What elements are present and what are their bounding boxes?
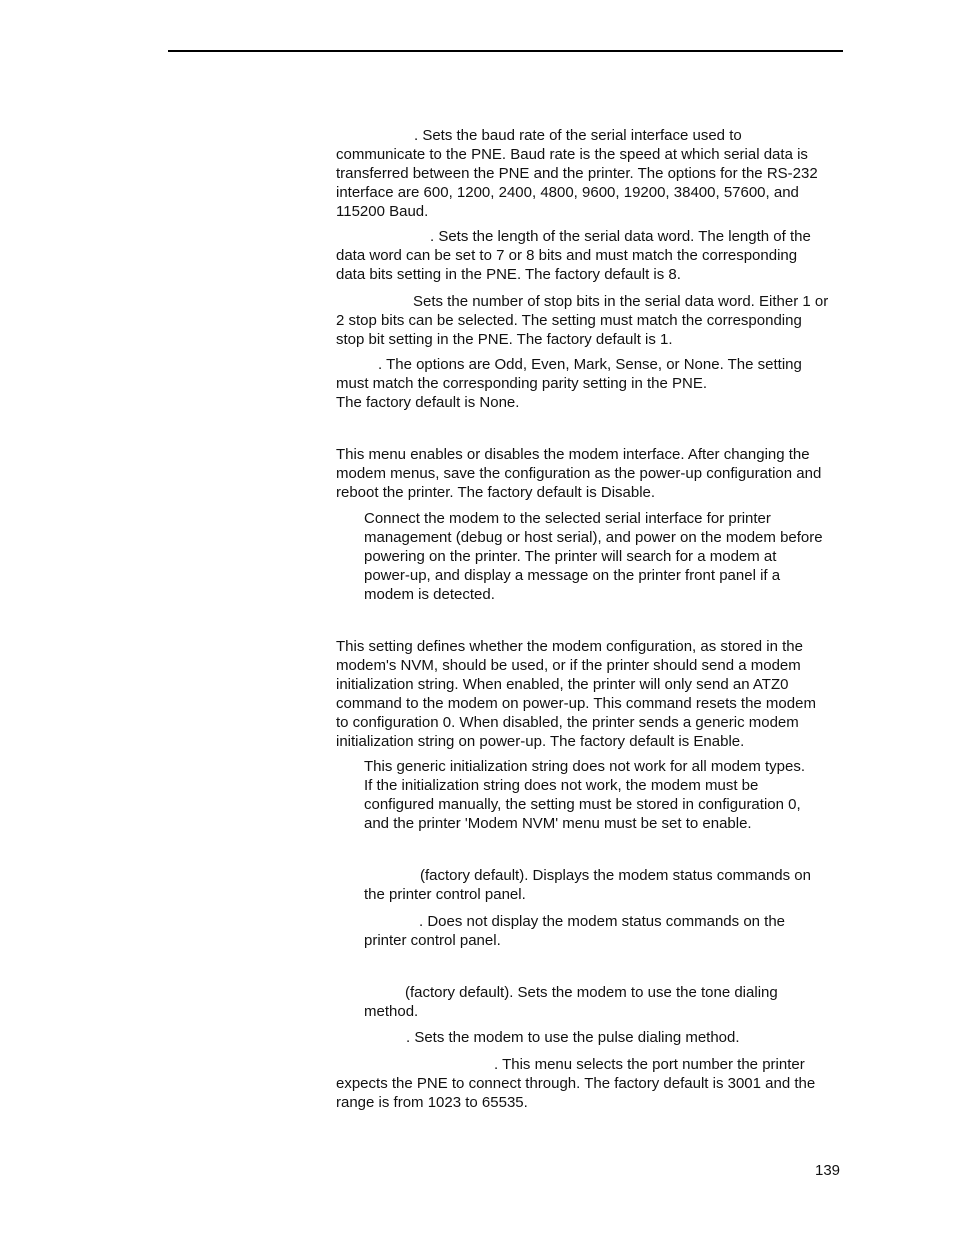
text-line: range is from 1023 to 65535. bbox=[336, 1094, 528, 1111]
text-line: This menu enables or disables the modem interface. After changing the bbox=[336, 446, 810, 463]
text-line: modem's NVM, should be used, or if the printer should send a modem bbox=[336, 657, 801, 674]
text-line: . Does not display the modem status commands on the bbox=[419, 913, 786, 930]
text-line: initialization string on power-up. The factory default is Enable. bbox=[336, 733, 745, 750]
text-line: reboot the printer. The factory default is Disable. bbox=[336, 484, 656, 501]
text-line: . Sets the modem to use the pulse dialing method. bbox=[406, 1029, 740, 1046]
modem-note bbox=[364, 509, 823, 604]
data-bits-paragraph bbox=[336, 227, 811, 284]
text-line: printer control panel. bbox=[364, 932, 501, 949]
text-line: (factory default). Sets the modem to use the tone dialing bbox=[405, 984, 778, 1001]
text-line: method. bbox=[364, 1003, 419, 1020]
text-line: transferred between the PNE and the printer. The options for the RS-232 bbox=[336, 165, 818, 182]
modem-nvm-paragraph bbox=[336, 637, 816, 751]
text-line: 115200 Baud. bbox=[336, 203, 429, 220]
page-number: 139 bbox=[815, 1162, 841, 1179]
text-line: modem is detected. bbox=[364, 586, 495, 603]
text-line: management (debug or host serial), and power on the modem before bbox=[364, 529, 823, 546]
modem-nvm-note bbox=[364, 757, 805, 833]
text-line: Sets the number of stop bits in the serial data word. Either 1 or bbox=[413, 293, 829, 310]
text-line: power-up, and display a message on the printer front panel if a bbox=[364, 567, 781, 584]
port-number-paragraph bbox=[336, 1055, 815, 1112]
text-line: 2 stop bits can be selected. The setting must match the corresponding bbox=[336, 312, 802, 329]
text-line: and the printer 'Modem NVM' menu must be set to enable. bbox=[364, 815, 752, 832]
text-line: expects the PNE to connect through. The factory default is 3001 and the bbox=[336, 1075, 816, 1092]
text-line: If the initialization string does not work, the modem must be bbox=[364, 777, 759, 794]
text-line: . Sets the baud rate of the serial interface used to bbox=[414, 127, 742, 144]
text-line: This generic initialization string does not work for all modem types. bbox=[364, 758, 806, 775]
text-line: configured manually, the setting must be stored in configuration 0, bbox=[364, 796, 801, 813]
text-line: . This menu selects the port number the printer bbox=[494, 1056, 805, 1073]
text-line: The factory default is None. bbox=[336, 394, 520, 411]
baud-rate-paragraph bbox=[336, 126, 818, 221]
text-line: communicate to the PNE. Baud rate is the speed at which serial data is bbox=[336, 146, 808, 163]
text-line: stop bit setting in the PNE. The factory default is 1. bbox=[336, 331, 673, 348]
text-line: data bits setting in the PNE. The factory default is 8. bbox=[336, 266, 681, 283]
text-line: command to the modem on power-up. This command resets the modem bbox=[336, 695, 816, 712]
text-line: This setting defines whether the modem configuration, as stored in the bbox=[336, 638, 803, 655]
modem-paragraph bbox=[336, 445, 821, 502]
text-line: to configuration 0. When disabled, the printer sends a generic modem bbox=[336, 714, 799, 731]
text-line: modem menus, save the configuration as the power-up configuration and bbox=[336, 465, 822, 482]
text-line: the printer control panel. bbox=[364, 886, 526, 903]
text-line: Connect the modem to the selected serial interface for printer bbox=[364, 510, 771, 527]
text-line: data word can be set to 7 or 8 bits and must match the corresponding bbox=[336, 247, 798, 264]
text-line: must match the corresponding parity setting in the PNE. bbox=[336, 375, 708, 392]
tone-dial-item bbox=[364, 983, 778, 1021]
status-disable-item bbox=[364, 912, 785, 950]
pulse-dial-item bbox=[364, 1028, 740, 1047]
text-line: initialization string. When enabled, the printer will only send an ATZ0 bbox=[336, 676, 789, 693]
text-line: interface are 600, 1200, 2400, 4800, 9600, 19200, 38400, 57600, and bbox=[336, 184, 799, 201]
parity-paragraph bbox=[336, 355, 802, 412]
stop-bits-paragraph bbox=[336, 292, 828, 349]
text-line: (factory default). Displays the modem status commands on bbox=[420, 867, 811, 884]
status-enable-item bbox=[364, 866, 811, 904]
header-rule bbox=[168, 50, 843, 52]
text-line: . Sets the length of the serial data word. The length of the bbox=[430, 228, 811, 245]
text-line: powering on the printer. The printer will search for a modem at bbox=[364, 548, 777, 565]
text-line: . The options are Odd, Even, Mark, Sense, or None. The setting bbox=[378, 356, 802, 373]
